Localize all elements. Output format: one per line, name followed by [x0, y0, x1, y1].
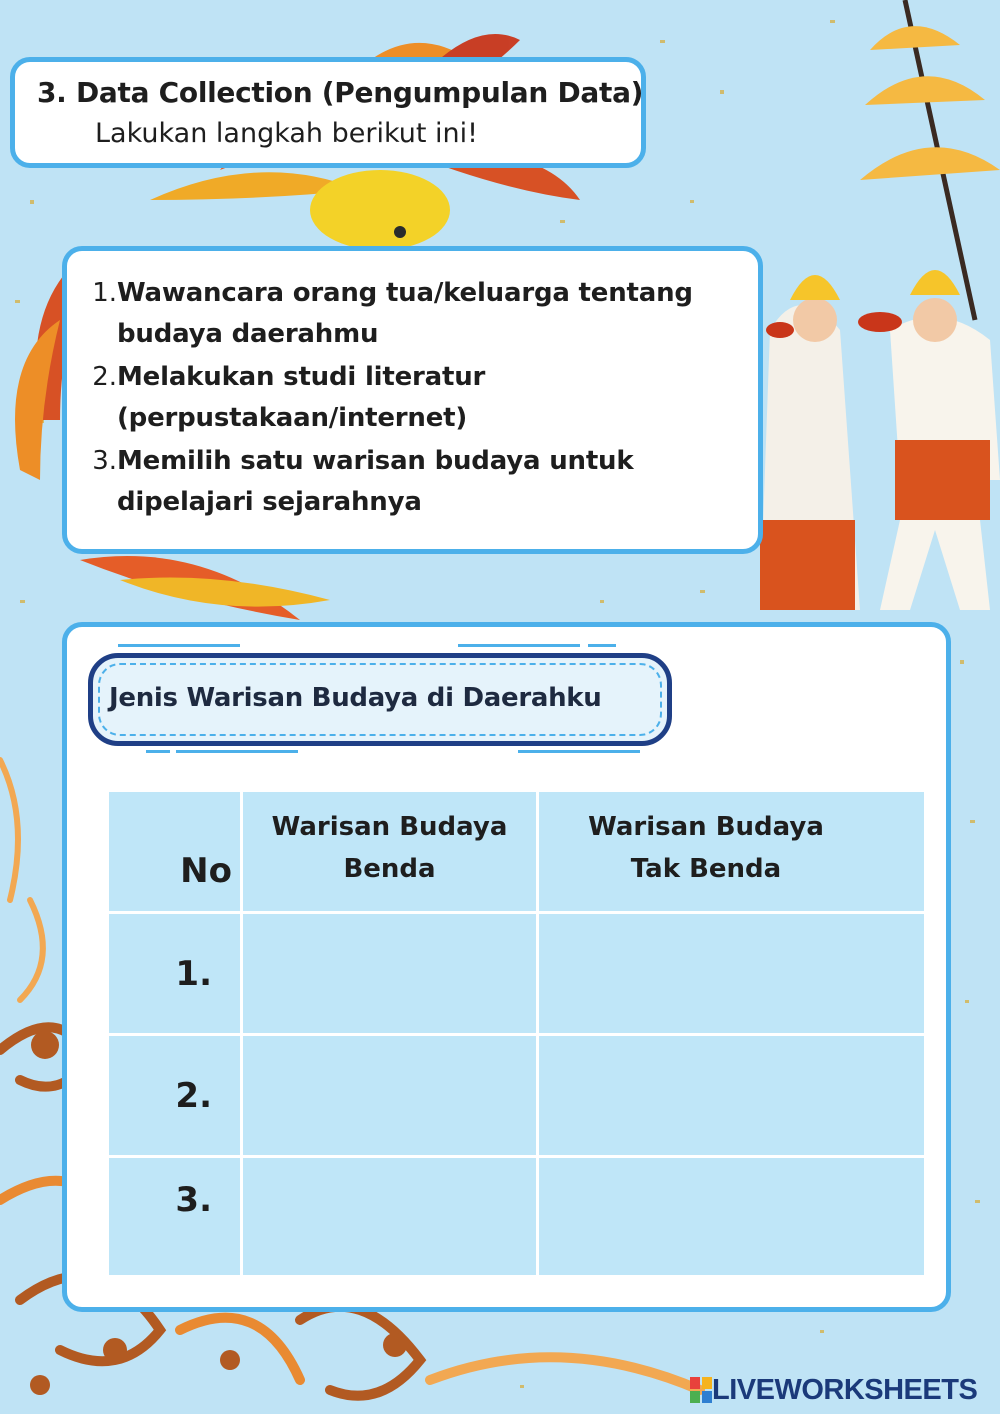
- section-instruction: Lakukan langkah berikut ini!: [95, 118, 478, 149]
- column-header-label: Warisan Budaya Benda: [271, 812, 508, 884]
- table-header-row: [108, 791, 926, 913]
- column-header-tak-benda: [538, 791, 926, 913]
- decorative-line: [588, 644, 616, 647]
- column-header-label: Warisan Budaya Tak Benda: [588, 812, 824, 884]
- cell-tak-benda-input[interactable]: [538, 1157, 926, 1277]
- cell-benda-input[interactable]: [242, 1035, 538, 1157]
- liveworksheets-watermark[interactable]: [690, 1372, 977, 1408]
- column-header-label: No: [180, 850, 232, 891]
- decorative-line: [458, 644, 580, 647]
- header-card: [10, 57, 646, 168]
- decorative-line: [176, 750, 298, 753]
- cell-tak-benda-input[interactable]: [538, 913, 926, 1035]
- cell-tak-benda-input[interactable]: [538, 1035, 926, 1157]
- list-item: [85, 357, 742, 439]
- row-number: 2.: [108, 1035, 242, 1157]
- table-row: [108, 1035, 926, 1157]
- step-number: 1.: [92, 278, 117, 308]
- row-number: 1.: [108, 913, 242, 1035]
- table-title: Jenis Warisan Budaya di Daerahku: [109, 683, 602, 713]
- decorative-line: [146, 750, 170, 753]
- row-number: 3.: [108, 1157, 242, 1277]
- column-header-no: [108, 791, 242, 913]
- step-text: Memilih satu warisan budaya untuk dipelajari sejarahnya: [117, 446, 634, 517]
- decorative-line: [518, 750, 640, 753]
- watermark-text: LIVEWORKSHEETS: [712, 1373, 978, 1406]
- column-header-benda: [242, 791, 538, 913]
- cell-benda-input[interactable]: [242, 913, 538, 1035]
- step-text: Wawancara orang tua/keluarga tentang budaya daerahmu: [117, 278, 693, 349]
- step-text: Melakukan studi literatur (perpustakaan/internet): [117, 362, 486, 433]
- cell-benda-input[interactable]: [242, 1157, 538, 1277]
- list-item: [85, 273, 742, 355]
- table-row: [108, 1157, 926, 1277]
- step-number: 3.: [92, 446, 117, 476]
- table-title-banner: [88, 653, 672, 746]
- liveworksheets-logo-icon: [690, 1377, 712, 1403]
- steps-card: [62, 246, 763, 554]
- section-title: 3. Data Collection (Pengumpulan Data): [37, 76, 644, 109]
- heritage-table: [106, 789, 927, 1278]
- decorative-line: [118, 644, 240, 647]
- list-item: [85, 441, 742, 523]
- steps-list: [85, 273, 742, 525]
- step-number: 2.: [92, 362, 117, 392]
- table-row: [108, 913, 926, 1035]
